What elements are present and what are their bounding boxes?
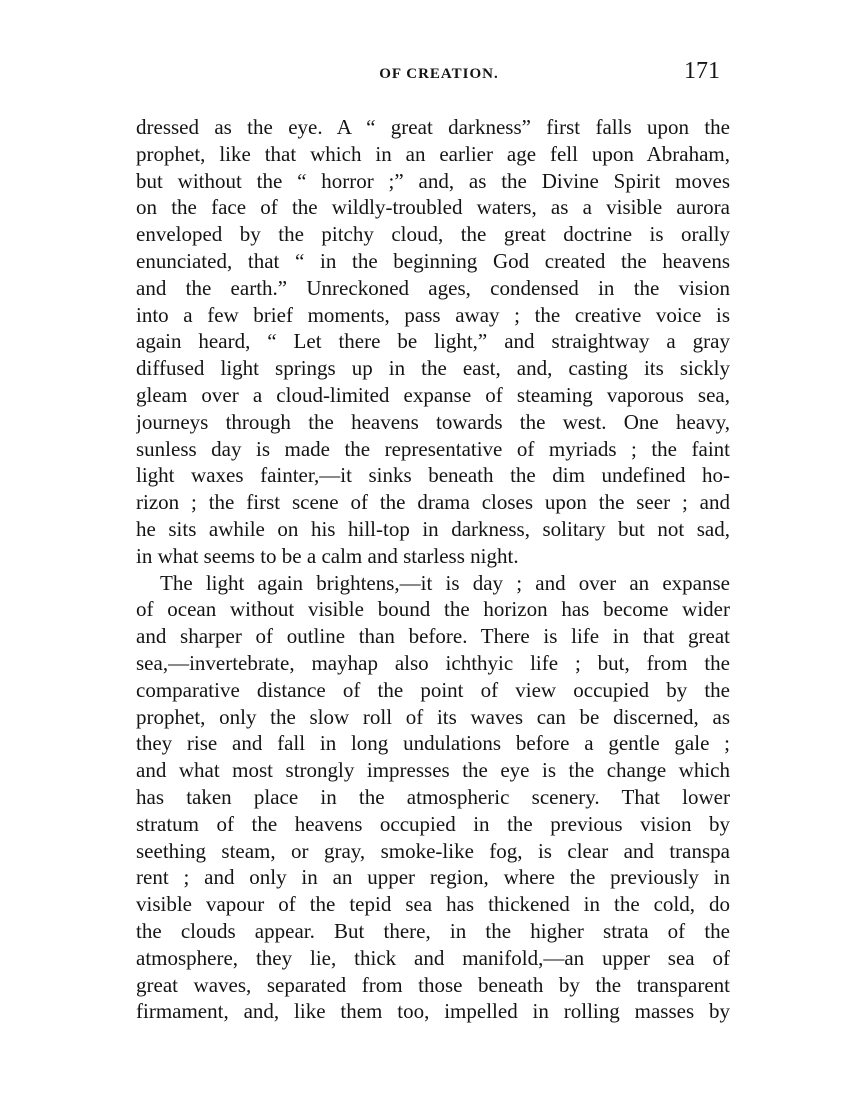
text-line: but without the “ horror ;” and, as the Divine Spirit moves: [136, 168, 730, 193]
text-line: and sharper of outline than before. There is life in that great: [136, 624, 730, 649]
text-line: the clouds appear. But there, in the higher strata of the: [136, 918, 730, 943]
running-title: OF CREATION.: [379, 66, 499, 82]
text-line: The light again brightens,—it is day ; and over an expanse: [160, 570, 730, 595]
text-line: prophet, only the slow roll of its waves can be discerned, as: [136, 704, 730, 729]
text-line: of ocean without visible bound the horizon has become wider: [136, 597, 730, 622]
text-line: atmosphere, they lie, thick and manifold,—an upper sea of: [136, 945, 730, 970]
text-line: in what seems to be a calm and starless night.: [136, 543, 519, 568]
text-line: on the face of the wildly-troubled waters, as a visible aurora: [136, 195, 730, 220]
text-line: dressed as the eye. A “ great darkness” first falls upon the: [136, 115, 730, 139]
text-line: sunless day is made the representative of myriads ; the faint: [136, 436, 730, 461]
text-line: comparative distance of the point of view occupied by the: [136, 677, 730, 702]
running-head: [136, 58, 730, 90]
text-line: again heard, “ Let there be light,” and straightway a gray: [136, 329, 730, 354]
text-line: visible vapour of the tepid sea has thickened in the cold, do: [136, 892, 730, 917]
text-line: rizon ; the first scene of the drama closes upon the seer ; and: [136, 490, 730, 515]
text-line: firmament, and, like them too, impelled in rolling masses by: [136, 999, 730, 1024]
text-line: great waves, separated from those beneath by the transparent: [136, 972, 730, 997]
text-line: and what most strongly impresses the eye is the change which: [136, 758, 730, 783]
body-text: [136, 114, 730, 1025]
text-line: sea,—invertebrate, mayhap also ichthyic life ; but, from the: [136, 650, 730, 675]
text-line: seething steam, or gray, smoke-like fog, is clear and transpa: [136, 838, 730, 863]
text-line: into a few brief moments, pass away ; the creative voice is: [136, 302, 730, 327]
text-line: and the earth.” Unreckoned ages, condensed in the vision: [136, 275, 730, 300]
text-line: journeys through the heavens towards the west. One heavy,: [136, 409, 730, 434]
text-line: stratum of the heavens occupied in the previous vision by: [136, 811, 730, 836]
text-line: enunciated, that “ in the beginning God created the heavens: [136, 248, 730, 273]
text-line: they rise and fall in long undulations before a gentle gale ;: [136, 731, 730, 756]
text-line: prophet, like that which in an earlier age fell upon Abraham,: [136, 141, 730, 166]
text-line: diffused light springs up in the east, and, casting its sickly: [136, 356, 730, 381]
text-line: he sits awhile on his hill-top in darkness, solitary but not sad,: [136, 516, 730, 541]
text-line: enveloped by the pitchy cloud, the great doctrine is orally: [136, 222, 730, 247]
text-line: rent ; and only in an upper region, where the previously in: [136, 865, 730, 890]
text-line: gleam over a cloud-limited expanse of steaming vaporous sea,: [136, 382, 730, 407]
page-number: 171: [684, 58, 720, 84]
text-line: has taken place in the atmospheric scenery. That lower: [136, 784, 730, 809]
text-line: light waxes fainter,—it sinks beneath the dim undefined ho-: [136, 463, 730, 488]
